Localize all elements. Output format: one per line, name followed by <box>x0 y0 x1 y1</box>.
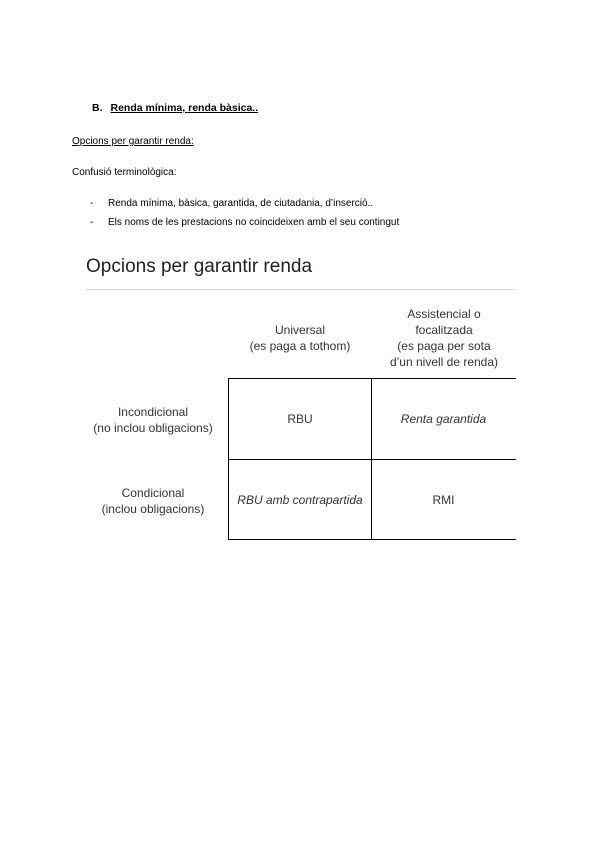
matrix-cell-rmi: RMI <box>432 492 455 507</box>
confusio-label: Confusió terminològica: <box>72 167 177 178</box>
column-header-line: (es paga per sota <box>397 339 491 353</box>
row-header-line: Incondicional <box>117 405 189 419</box>
opcions-label: Opcions per garantir renda: <box>72 136 194 147</box>
row-header-line: (no inclou obligacions) <box>93 421 213 435</box>
column-header-line: d’un nivell de renda) <box>389 355 499 369</box>
bullet-item <box>90 198 373 209</box>
column-header-line: focalitzada <box>415 323 473 337</box>
section-heading <box>92 102 258 114</box>
bullet-dash: - <box>90 217 94 228</box>
column-header-line: Universal <box>274 323 325 337</box>
section-letter: B. <box>92 102 103 114</box>
bullet-text: Els noms de les prestacions no coincideixen amb el seu contingut <box>108 217 400 228</box>
row-header-line: (inclou obligacions) <box>101 502 205 516</box>
section-title: Renda mínima, renda bàsica.. <box>110 102 259 114</box>
figure-title-divider <box>86 289 516 290</box>
matrix-cell-renta-garantida: Renta garantida <box>400 412 487 426</box>
figure-title: Opcions per garantir renda <box>86 256 313 277</box>
column-header-line: Assistencial o <box>407 307 481 321</box>
bullet-text: Renda mínima, bàsica, garantida, de ciutadania, d’inserció.. <box>108 198 374 209</box>
matrix-cell-rbu-contrapartida: RBU amb contrapartida <box>237 492 363 507</box>
matrix-cell-rbu: RBU <box>287 412 313 426</box>
bullet-dash: - <box>90 198 94 209</box>
row-header-incondicional <box>78 404 228 436</box>
row-header-condicional <box>78 485 228 517</box>
column-header-line: (es paga a tothom) <box>249 339 351 353</box>
row-header-line: Condicional <box>121 486 185 500</box>
column-header-universal <box>229 322 371 354</box>
bullet-item <box>90 217 399 228</box>
column-header-assistencial <box>373 306 515 370</box>
